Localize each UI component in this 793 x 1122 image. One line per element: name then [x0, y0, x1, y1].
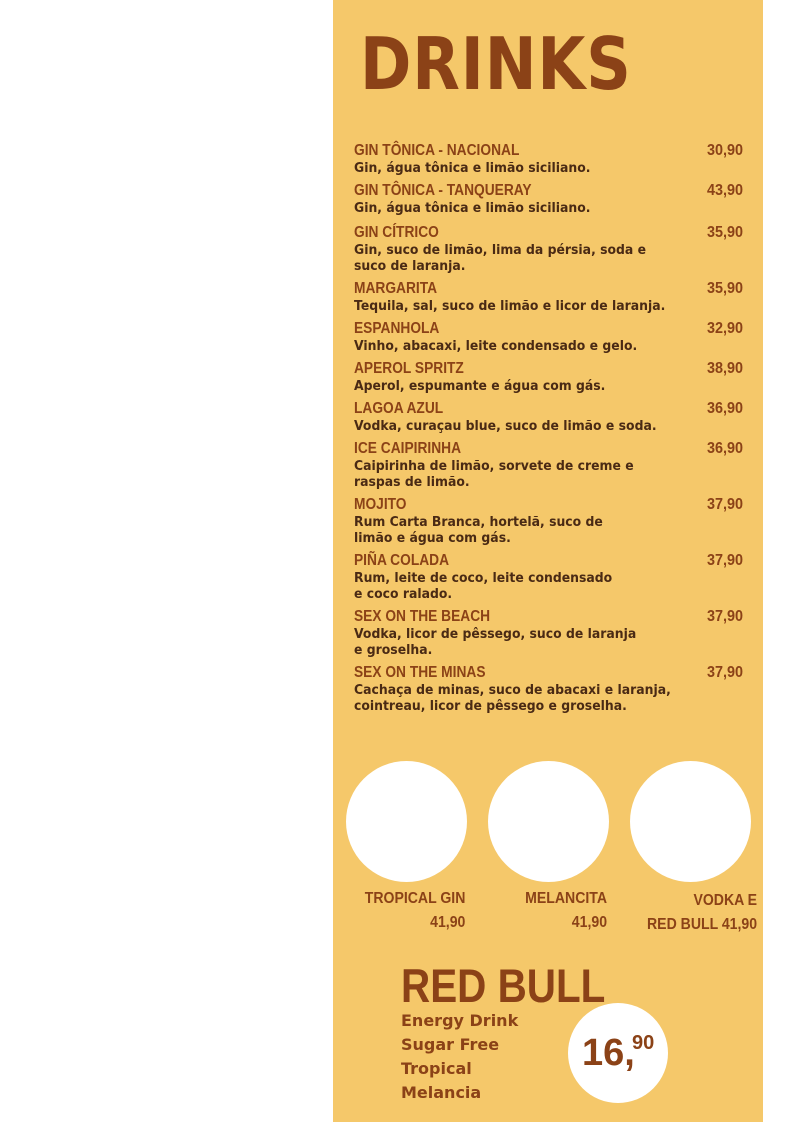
featured-drink-name: MELANCITA — [525, 890, 607, 907]
item-description: Tequila, sal, suco de limão e licor de laranja. — [354, 298, 666, 314]
item-name: ICE CAIPIRINHA — [354, 440, 462, 457]
item-name: LAGOA AZUL — [354, 400, 444, 417]
item-price: 37,90 — [706, 608, 743, 625]
item-price: 37,90 — [706, 496, 743, 513]
redbull-flavor: Energy Drink — [401, 1011, 519, 1030]
item-name: ESPANHOLA — [354, 320, 440, 337]
menu-title: DRINKS — [360, 22, 632, 106]
featured-drink-price: 41,90 — [571, 914, 607, 931]
featured-drink-price: 41,90 — [429, 914, 465, 931]
featured-drink-photo-placeholder — [488, 761, 609, 882]
redbull-price-cents: 90 — [632, 1032, 655, 1054]
item-name: MARGARITA — [354, 280, 438, 297]
item-price: 32,90 — [706, 320, 743, 337]
redbull-flavor: Melancia — [401, 1083, 482, 1102]
menu-item — [354, 440, 746, 490]
item-price: 37,90 — [706, 664, 743, 681]
item-price: 38,90 — [706, 360, 743, 377]
item-name: SEX ON THE BEACH — [354, 608, 491, 625]
item-name: GIN TÔNICA - TANQUERAY — [354, 182, 532, 199]
menu-item — [354, 400, 746, 434]
redbull-title: RED BULL — [401, 959, 606, 1012]
featured-drink-label — [364, 887, 465, 935]
item-description: e groselha. — [354, 642, 433, 658]
menu-item — [354, 552, 746, 602]
item-name: PIÑA COLADA — [354, 552, 450, 569]
menu-item — [354, 224, 746, 274]
featured-drink-photo-placeholder — [630, 761, 751, 882]
menu-item — [354, 360, 746, 394]
menu-item — [354, 320, 746, 354]
item-name: SEX ON THE MINAS — [354, 664, 486, 681]
featured-drink-price: RED BULL 41,90 — [646, 916, 757, 933]
redbull-flavor: Tropical — [401, 1059, 472, 1078]
redbull-flavor: Sugar Free — [401, 1035, 500, 1054]
item-description: Caipirinha de limão, sorvete de creme e — [354, 458, 634, 474]
menu-item — [354, 182, 746, 216]
menu-panel — [333, 0, 763, 1122]
item-description: cointreau, licor de pêssego e groselha. — [354, 698, 627, 714]
item-description: Rum, leite de coco, leite condensado — [354, 570, 613, 586]
featured-drink-name: VODKA E — [693, 892, 757, 909]
item-description: Vinho, abacaxi, leite condensado e gelo. — [354, 338, 638, 354]
featured-drink-label — [647, 889, 757, 937]
item-price: 36,90 — [706, 440, 743, 457]
item-description: Vodka, licor de pêssego, suco de laranja — [354, 626, 637, 642]
item-description: Aperol, espumante e água com gás. — [354, 378, 606, 394]
redbull-flavor-list — [401, 1009, 518, 1105]
item-price: 36,90 — [706, 400, 743, 417]
item-description: Gin, suco de limão, lima da pérsia, soda e — [354, 242, 647, 258]
redbull-price-badge — [568, 1003, 668, 1103]
item-price: 35,90 — [706, 280, 743, 297]
item-name: GIN TÔNICA - NACIONAL — [354, 142, 520, 159]
item-description: Vodka, curaçau blue, suco de limão e soda. — [354, 418, 657, 434]
menu-item — [354, 496, 746, 546]
item-description: Cachaça de minas, suco de abacaxi e laranja, — [354, 682, 671, 698]
item-description: Gin, água tônica e limão siciliano. — [354, 160, 591, 176]
menu-item — [354, 608, 746, 658]
menu-item — [354, 280, 746, 314]
menu-item — [354, 142, 746, 176]
redbull-price-integer: 16, — [582, 1032, 635, 1074]
item-description: Gin, água tônica e limão siciliano. — [354, 200, 591, 216]
item-name: GIN CÍTRICO — [354, 224, 439, 241]
item-price: 43,90 — [706, 182, 743, 199]
item-price: 35,90 — [706, 224, 743, 241]
item-price: 30,90 — [706, 142, 743, 159]
menu-item — [354, 664, 746, 714]
item-name: MOJITO — [354, 496, 407, 513]
item-price: 37,90 — [706, 552, 743, 569]
featured-drink-photo-placeholder — [346, 761, 467, 882]
item-description: limão e água com gás. — [354, 530, 511, 546]
item-name: APEROL SPRITZ — [354, 360, 464, 377]
featured-drink-name: TROPICAL GIN — [364, 890, 465, 907]
featured-drink-label — [525, 887, 607, 935]
item-description: Rum Carta Branca, hortelã, suco de — [354, 514, 603, 530]
item-description: raspas de limão. — [354, 474, 470, 490]
item-description: e coco ralado. — [354, 586, 453, 602]
item-description: suco de laranja. — [354, 258, 466, 274]
